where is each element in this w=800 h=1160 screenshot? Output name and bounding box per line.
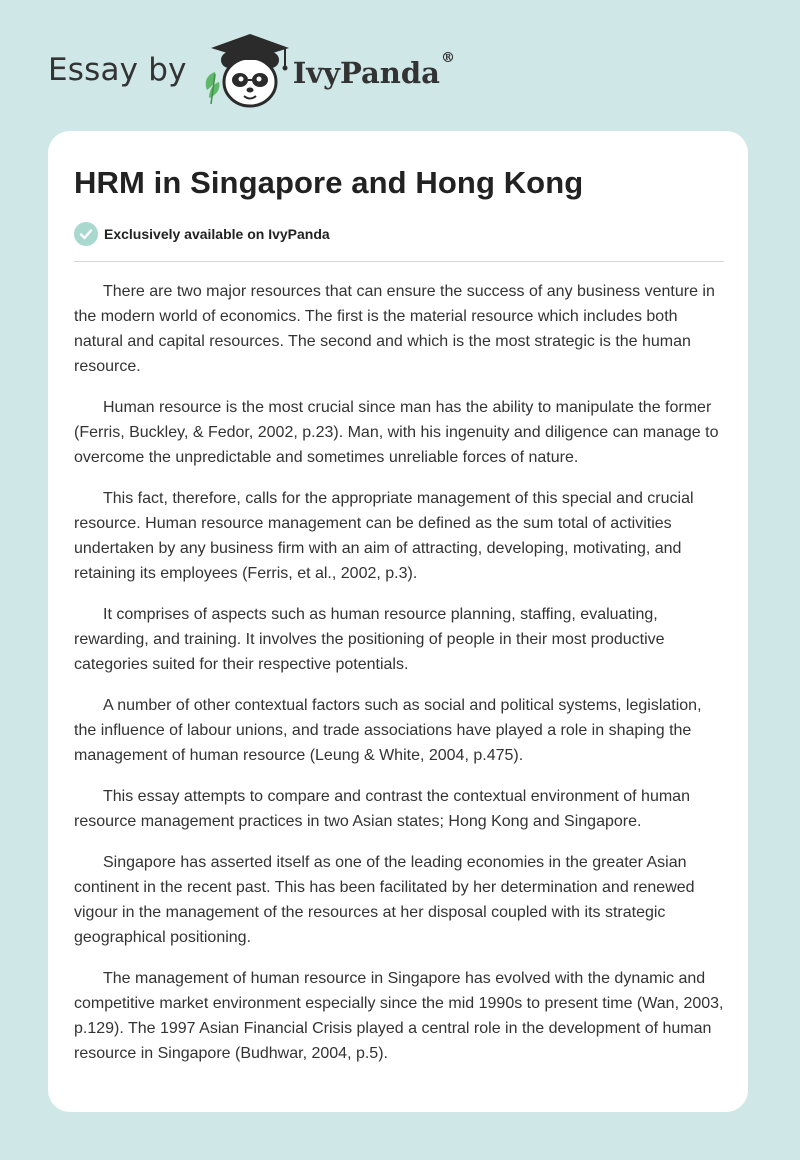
paragraph: There are two major resources that can ensure the success of any business venture in the modern world of economics. The first is the material resource which includes both natural and capital resources. The second and which is the most strategic is the human resource. [74, 283, 715, 375]
exclusive-badge [74, 222, 330, 246]
paragraph: It comprises of aspects such as human resource planning, staffing, evaluating, rewarding, and training. It involves the positioning of people in their most productive categories suited for their respective potentials. [74, 606, 665, 673]
panda-graduate-logo-icon [199, 28, 291, 112]
paragraph: This essay attempts to compare and contrast the contextual environment of human resource management practices in two Asian states; Hong Kong and Singapore. [74, 788, 690, 830]
registered-mark: ® [440, 50, 455, 66]
brand-prefix: Essay by [48, 52, 187, 88]
title-divider [74, 261, 724, 262]
brand-name: IvyPanda® [292, 50, 455, 90]
paragraph: The management of human resource in Singapore has evolved with the dynamic and competitive market environment especially since the mid 1990s to present time (Wan, 2003, p.129). The 1997 Asian Financial Crisis played a central role in the development of human resource in Singapore (Budhwar, 2004, p.5). [74, 970, 724, 1062]
paragraph: A number of other contextual factors such as social and political systems, legislation, the influence of labour unions, and trade associations have played a role in shaping the management of human resource (Leung & White, 2004, p.475). [74, 697, 702, 764]
essay-card [48, 131, 748, 1112]
paragraph: Human resource is the most crucial since man has the ability to manipulate the former (Ferris, Buckley, & Fedor, 2002, p.23). Man, with his ingenuity and diligence can manage to overcome the unpredictable and sometimes unreliable forces of nature. [74, 399, 719, 466]
site-brand[interactable] [48, 28, 455, 112]
exclusive-badge-text: Exclusively available on IvyPanda [104, 226, 330, 242]
essay-body [74, 279, 726, 1082]
page-title: HRM in Singapore and Hong Kong [74, 165, 584, 200]
check-circle-icon [74, 222, 98, 246]
paragraph: This fact, therefore, calls for the appropriate management of this special and crucial resource. Human resource management can be defined as the sum total of activities undertaken by any business firm with an aim of attracting, developing, motivating, and retaining its employees (Ferris, et al., 2002, p.3). [74, 490, 694, 582]
paragraph: Singapore has asserted itself as one of the leading economies in the greater Asian continent in the recent past. This has been facilitated by her determination and renewed vigour in the management of the resources at her disposal coupled with its strategic geographical positioning. [74, 854, 695, 946]
